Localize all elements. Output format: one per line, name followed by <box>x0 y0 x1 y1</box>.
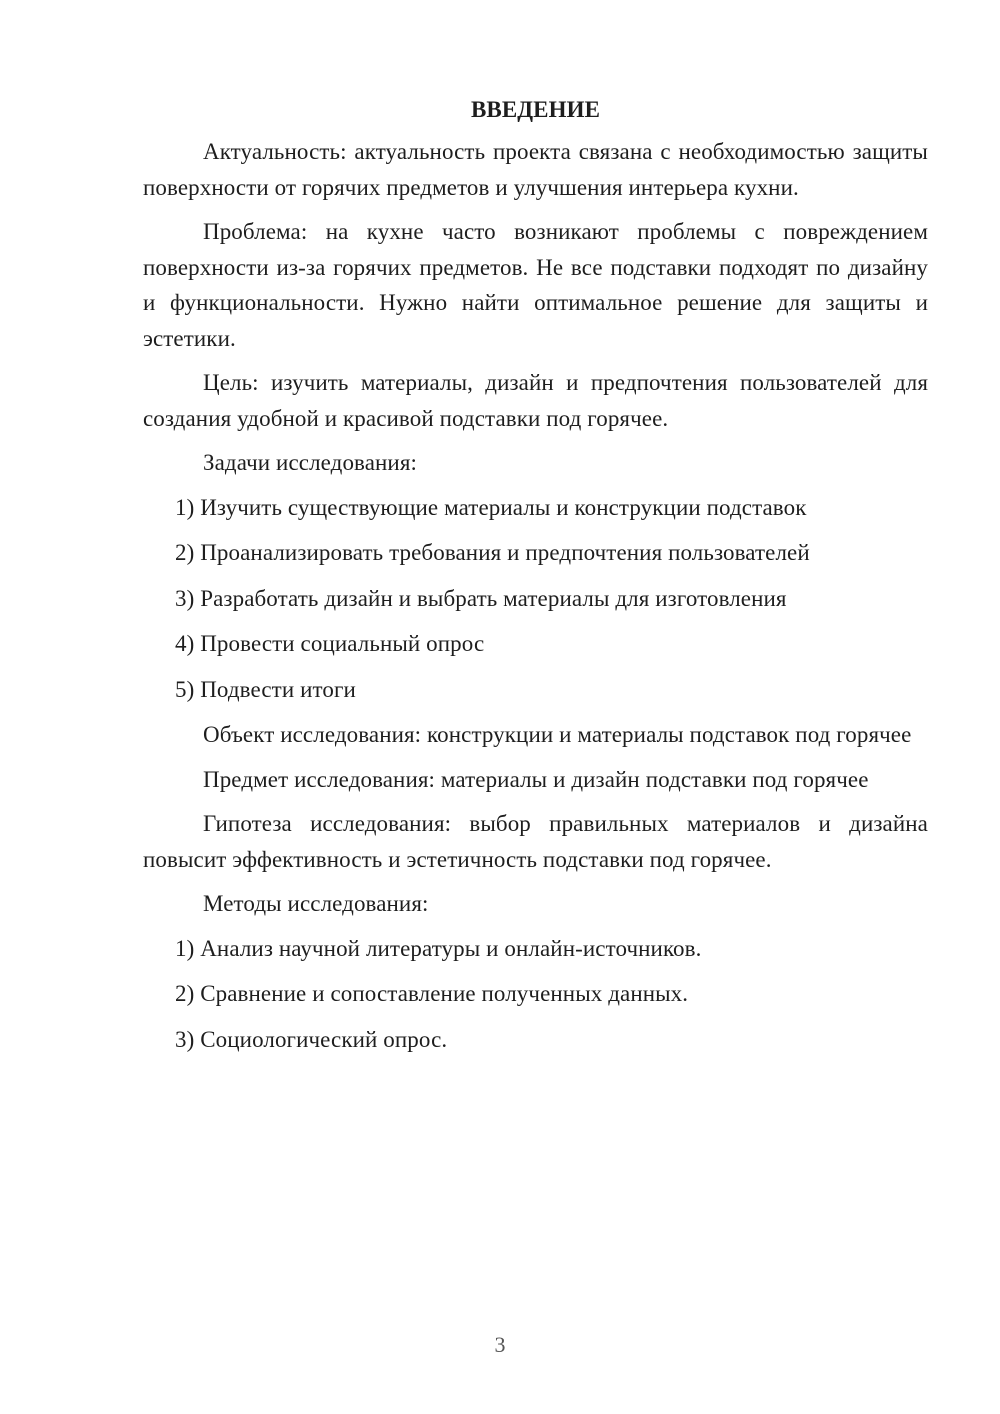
list-item: 1) Анализ научной литературы и онлайн-источников. <box>175 935 702 961</box>
tasks-list <box>143 490 928 708</box>
page-number: 3 <box>494 1332 506 1357</box>
list-item: 4) Провести социальный опрос <box>175 631 485 656</box>
list-item: 3) Разработать дизайн и выбрать материалы для изготовления <box>175 585 787 611</box>
object-paragraph: Объект исследования: конструкции и материалы подставок под горячее <box>203 722 912 747</box>
tasks-heading: Задачи исследования: <box>203 450 418 475</box>
list-item: 5) Подвести итоги <box>175 676 356 702</box>
page-title: ВВЕДЕНИЕ <box>470 97 601 122</box>
list-item: 2) Сравнение и сопоставление полученных данных. <box>175 981 689 1006</box>
subject-paragraph: Предмет исследования: материалы и дизайн подставки под горячее <box>203 766 869 792</box>
goal-paragraph: Цель: изучить материалы, дизайн и предпочтения пользователей для создания удобной и красивой подставки под горячее. <box>143 370 928 431</box>
relevance-paragraph: Актуальность: актуальность проекта связана с необходимостью защиты поверхности от горячих предметов и улучшения интерьера кухни. <box>143 139 928 200</box>
methods-heading: Методы исследования: <box>203 891 429 916</box>
list-item: 2) Проанализировать требования и предпочтения пользователей <box>175 540 810 565</box>
list-item: 3) Социологический опрос. <box>175 1026 448 1052</box>
list-item: 1) Изучить существующие материалы и конструкции подставок <box>175 494 807 520</box>
hypothesis-paragraph: Гипотеза исследования: выбор правильных материалов и дизайна повысит эффективность и эстетичность подставки под горячее. <box>143 811 928 872</box>
methods-list <box>143 931 928 1058</box>
page-content <box>143 92 928 1067</box>
problem-paragraph: Проблема: на кухне часто возникают проблемы с повреждением поверхности из-за горячих предметов. Не все подставки подходят по дизайну и функциональности. Нужно найти оптимальное решение для защиты и эстетики. <box>143 219 928 351</box>
